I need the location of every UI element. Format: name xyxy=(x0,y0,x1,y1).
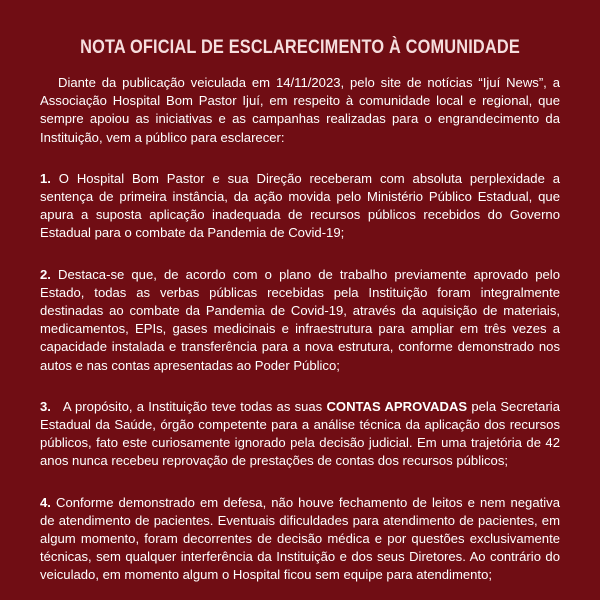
item-3-emphasis: CONTAS APROVADAS xyxy=(326,398,468,414)
item-2-text: Destaca-se que, de acordo com o plano de trabalho previamente aprovado pelo Estado, todas as verbas públicas recebidas pela Instituição foram integralmente destinadas ao combate da Pandemia de Covid-19, através da aquisição de materiais, medicamentos, EPIs, gases medicinais e infraestrutura para ampliar em três vezes a capacidade instalada e transferência para a nova estrutura, conforme demonstrado nos autos e nas contas apresentadas ao Poder Público; xyxy=(40,266,561,373)
item-4-paragraph xyxy=(40,494,560,585)
item-4-number: 4. xyxy=(40,494,51,510)
item-1-text: O Hospital Bom Pastor e sua Direção receberam com absoluta perplexidade a sentença de primeira instância, da ação movida pelo Ministério Público Estadual, que apura a suposta aplicação inadequada de recursos públicos recebidos do Governo Estadual para o combate da Pandemia de Covid-19; xyxy=(40,170,561,241)
item-1-paragraph xyxy=(40,170,560,243)
item-3-text-before: A propósito, a Instituição teve todas as suas xyxy=(62,398,323,414)
item-3-text-after: pela Secretaria Estadual da Saúde, órgão competente para a análise técnica da aplicação dos recursos públicos, fato este curiosamente ignorado pela decisão judicial. Em uma trajetória de 42 anos nunca recebeu reprovação de prestações de contas dos recursos públicos; xyxy=(40,398,560,469)
intro-paragraph: Diante da publicação veiculada em 14/11/2023, pelo site de notícias “Ijuí News”, a Associação Hospital Bom Pastor Ijuí, em respeito à comunidade local e regional, que sempre apoiou as iniciativas e as campanhas realizadas para o engrandecimento da Instituição, vem a público para esclarecer: xyxy=(40,75,560,145)
item-1-number: 1. xyxy=(40,170,51,186)
item-4-text: Conforme demonstrado em defesa, não houve fechamento de leitos e nem negativa de atendimento de pacientes. Eventuais dificuldades para atendimento de pacientes, em algum momento, foram decorrentes de decisão médica e por questões exclusivamente técnicas, sem qualquer interferência da Instituição e dos seus Diretores. Ao contrário do veiculado, em momento algum o Hospital ficou sem equipe para atendimento; xyxy=(40,494,560,583)
item-2-paragraph xyxy=(40,266,560,375)
item-3-number: 3. xyxy=(40,398,51,414)
item-3-paragraph xyxy=(40,398,560,471)
page-title: NOTA OFICIAL DE ESCLARECIMENTO À COMUNIDADE xyxy=(80,37,520,58)
item-2-number: 2. xyxy=(40,266,51,282)
